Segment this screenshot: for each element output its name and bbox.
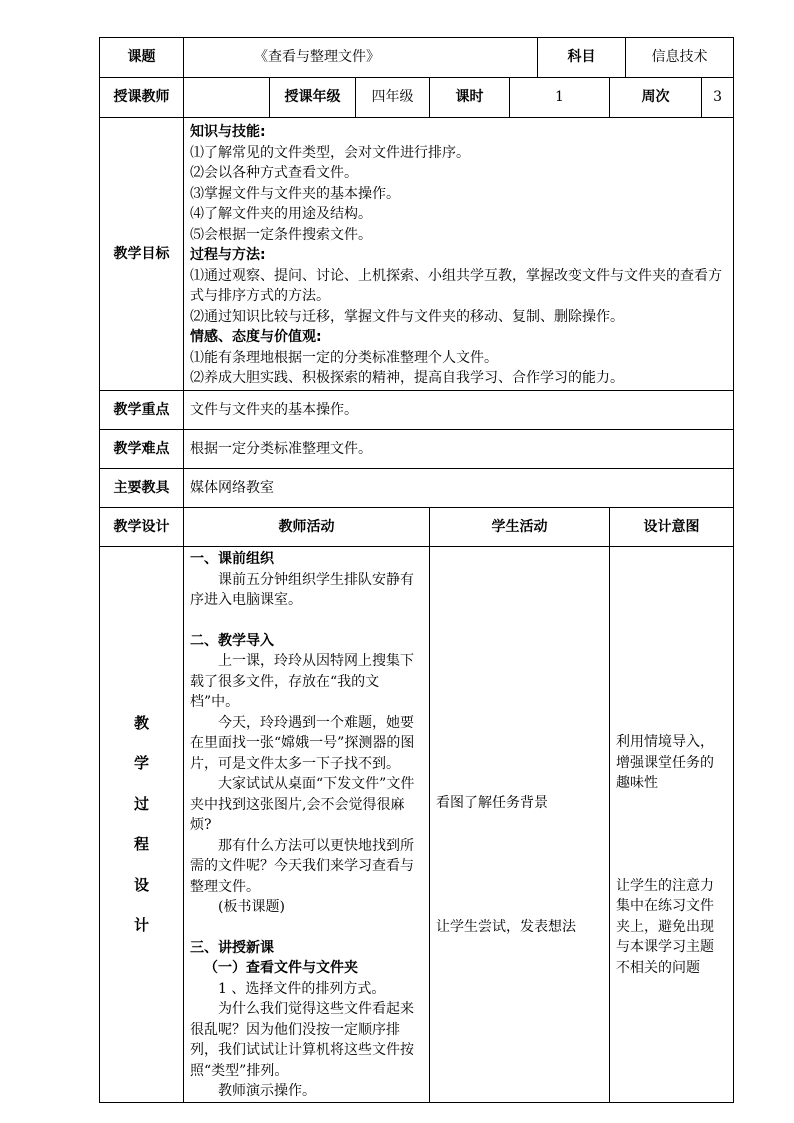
- process-title: 过程与方法:: [190, 247, 266, 263]
- emotion-item: ⑵养成大胆实践、积极探索的精神，提高自我学习、合作学习的能力。: [190, 370, 624, 386]
- process-label-char: 计: [133, 916, 149, 935]
- subsection-title: （一）查看文件与文件夹: [204, 960, 358, 976]
- design-intent-header: 设计意图: [610, 508, 734, 547]
- tools-value: 媒体网络教室: [184, 469, 734, 508]
- paragraph: (板书课题): [218, 899, 285, 915]
- topic-label: 课题: [100, 38, 184, 78]
- knowledge-item: ⑸会根据一定条件搜索文件。: [190, 226, 372, 243]
- subject-value: 信息技术: [626, 38, 734, 78]
- knowledge-title: 知识与技能:: [190, 124, 266, 140]
- key-point-label: 教学重点: [100, 391, 184, 430]
- process-label-char: 过: [133, 794, 149, 813]
- grade-value: 四年级: [356, 78, 430, 118]
- process-label-char: 程: [133, 835, 149, 854]
- process-label-vertical: [106, 713, 177, 936]
- process-label-char: 设: [133, 875, 149, 894]
- subject-label: 科目: [538, 38, 626, 78]
- knowledge-item: ⑶掌握文件与文件夹的基本操作。: [190, 185, 400, 202]
- topic-value: 《查看与整理文件》: [184, 38, 538, 78]
- teacher-value: [184, 78, 270, 118]
- emotion-title: 情感、态度与价值观:: [190, 329, 322, 345]
- period-label: 课时: [430, 78, 510, 118]
- tools-label: 主要教具: [100, 469, 184, 508]
- teacher-label: 授课教师: [100, 78, 184, 118]
- section-title: 一、课前组织: [190, 551, 274, 567]
- objectives-content: [184, 118, 734, 391]
- knowledge-item: ⑴了解常见的文件类型，会对文件进行排序。: [190, 144, 470, 161]
- tools-row: [100, 469, 734, 508]
- process-item: ⑴通过观察、提问、讨论、上机探索、小组共学互教，掌握改变文件与文件夹的查看方式与排序方式的方法。: [190, 267, 722, 304]
- student-activity-header: 学生活动: [430, 508, 610, 547]
- student-activity: 让学生尝试，发表想法: [436, 918, 576, 935]
- section-title: 二、教学导入: [190, 632, 274, 649]
- knowledge-item: ⑵会以各种方式查看文件。: [190, 165, 358, 181]
- process-row: [100, 547, 734, 1103]
- key-point-value: 文件与文件夹的基本操作。: [184, 391, 734, 430]
- paragraph: 教师演示操作。: [218, 1083, 316, 1099]
- objectives-label: 教学目标: [100, 118, 184, 391]
- knowledge-item: ⑷了解文件夹的用途及结构。: [190, 206, 372, 222]
- lesson-plan-table: [99, 37, 734, 1103]
- grade-label: 授课年级: [270, 78, 356, 118]
- header-row-1: [100, 38, 734, 78]
- process-item: ⑵通过知识比较与迁移，掌握文件与文件夹的移动、复制、删除操作。: [190, 308, 624, 325]
- paragraph: 为什么我们觉得这些文件看起来很乱呢？因为他们没按一定顺序排列，我们试试让计算机将这些文件按照“类型”排列。: [190, 1001, 414, 1079]
- paragraph: 大家试试从桌面“下发文件”文件夹中找到这张图片,会不会觉得很麻烦?: [190, 776, 415, 833]
- student-activity-cell: [430, 547, 610, 1103]
- week-value: 3: [702, 78, 734, 118]
- paragraph: 今天，玲玲遇到一个难题，她要在里面找一张“嫦娥一号”探测器的图片，可是文件太多一下子找不到。: [190, 714, 415, 772]
- paragraph: 1 、选择文件的排列方式。: [218, 980, 386, 997]
- design-label: 教学设计: [100, 508, 184, 547]
- design-intent: 利用情境导入，增强课堂任务的趣味性: [616, 734, 715, 792]
- process-label: [100, 547, 184, 1103]
- paragraph: 上一课，玲玲从因特网上搜集下载了很多文件，存放在“我的文档”中。: [190, 653, 414, 710]
- objectives-row: [100, 118, 734, 391]
- teacher-activity-header: 教师活动: [184, 508, 430, 547]
- process-label-char: 教: [133, 713, 149, 732]
- design-intent: 让学生的注意力集中在练习文件夹上，避免出现与本课学习主题不相关的问题: [616, 877, 715, 976]
- process-label-char: 学: [133, 754, 149, 773]
- paragraph: 课前五分钟组织学生排队安静有序进入电脑课室。: [190, 571, 414, 608]
- emotion-item: ⑴能有条理地根据一定的分类标准整理个人文件。: [190, 349, 498, 366]
- paragraph: 那有什么方法可以更快地找到所需的文件呢？今天我们来学习查看与整理文件。: [190, 837, 414, 895]
- teacher-activity-cell: [184, 547, 430, 1103]
- difficulty-label: 教学难点: [100, 430, 184, 469]
- section-title: 三、讲授新课: [190, 939, 274, 956]
- period-value: 1: [510, 78, 610, 118]
- difficulty-value: 根据一定分类标准整理文件。: [184, 430, 734, 469]
- header-row-2: [100, 78, 734, 118]
- key-point-row: [100, 391, 734, 430]
- design-intent-cell: [610, 547, 734, 1103]
- student-activity: 看图了解任务背景: [436, 795, 548, 812]
- design-header-row: [100, 508, 734, 547]
- difficulty-row: [100, 430, 734, 469]
- week-label: 周次: [610, 78, 702, 118]
